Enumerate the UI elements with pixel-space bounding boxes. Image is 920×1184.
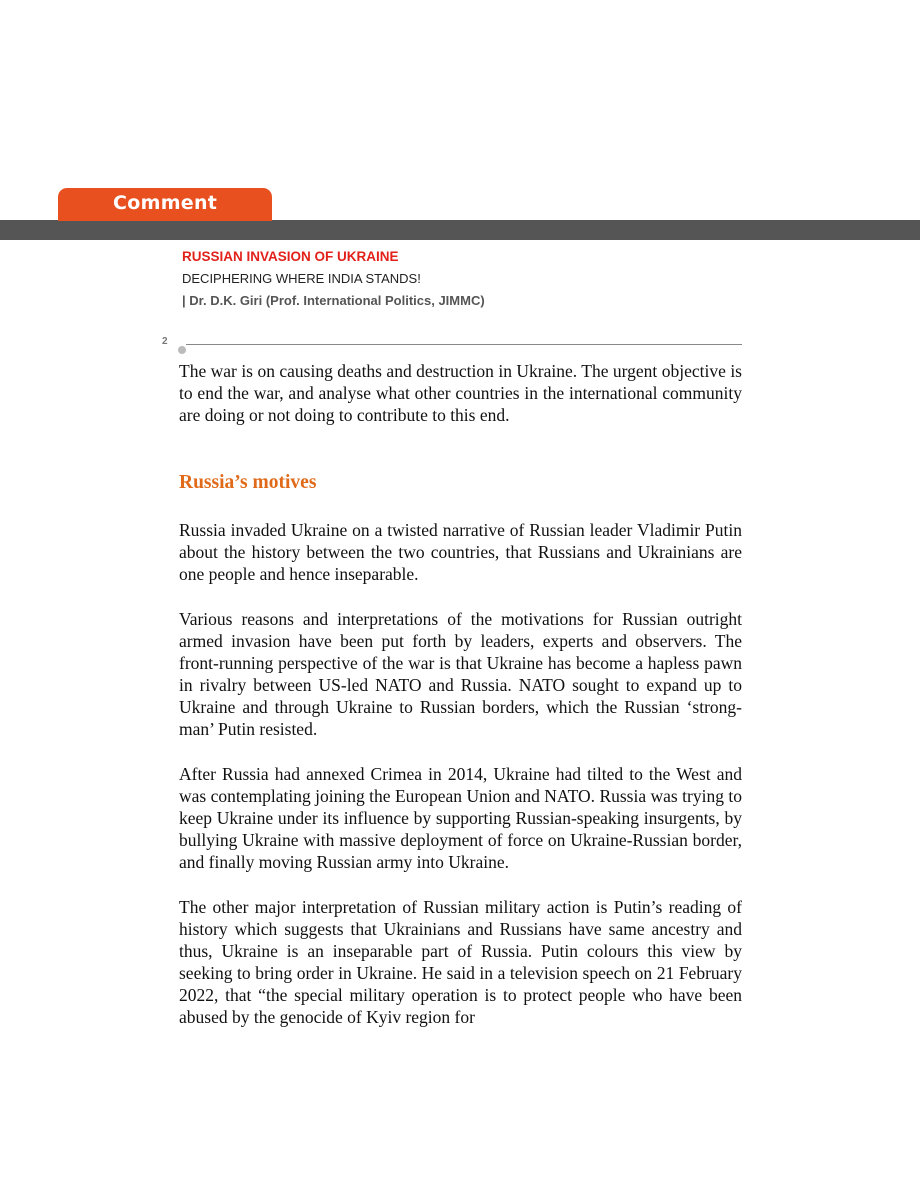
paragraph: Various reasons and interpretations of the motivations for Russian outright armed invasion have been put forth by leaders, experts and observers. The front-running perspective of the war is that Ukraine has become a hapless pawn in rivalry between US-led NATO and Russia. NATO sought to expand up to Ukraine and through Ukraine to Russian borders, which the Russian ‘strong-man’ Putin resisted.	[179, 609, 742, 739]
article-byline: | Dr. D.K. Giri (Prof. International Politics, JIMMC)	[182, 293, 485, 308]
divider-rule	[186, 344, 742, 345]
article-body	[179, 360, 742, 1051]
paragraph: Russia invaded Ukraine on a twisted narrative of Russian leader Vladimir Putin about the history between the two countries, that Russians and Ukrainians are one people and hence inseparable.	[179, 520, 742, 584]
article-subtitle: DECIPHERING WHERE INDIA STANDS!	[182, 271, 421, 286]
header-band	[0, 220, 920, 240]
paragraph: After Russia had annexed Crimea in 2014, Ukraine had tilted to the West and was contemplating joining the European Union and NATO. Russia was trying to keep Ukraine under its influence by supporting Russian-speaking insurgents, by bullying Ukraine with massive deployment of force on Ukraine-Russian border, and finally moving Russian army into Ukraine.	[179, 764, 742, 872]
paragraph: The other major interpretation of Russian military action is Putin’s reading of history which suggests that Ukrainians and Russians have same ancestry and thus, Ukraine is an inseparable part of Russia. Putin colours this view by seeking to bring order in Ukraine. He said in a television speech on 21 February 2022, that “the special military operation is to protect people who have been abused by the genocide of Kyiv region for	[179, 897, 742, 1027]
page-number: 2	[162, 336, 168, 347]
article-kicker: RUSSIAN INVASION OF UKRAINE	[182, 249, 399, 264]
article-intro: The war is on causing deaths and destruction in Ukraine. The urgent objective is to end the war, and analyse what other countries in the international community are doing or not doing to contribute to this end.	[179, 361, 742, 425]
rule-dot	[178, 346, 186, 354]
section-tab	[58, 188, 272, 221]
article-header	[182, 247, 485, 312]
section-tab-label: Comment	[113, 192, 218, 214]
section-heading: Russia’s motives	[179, 472, 317, 493]
